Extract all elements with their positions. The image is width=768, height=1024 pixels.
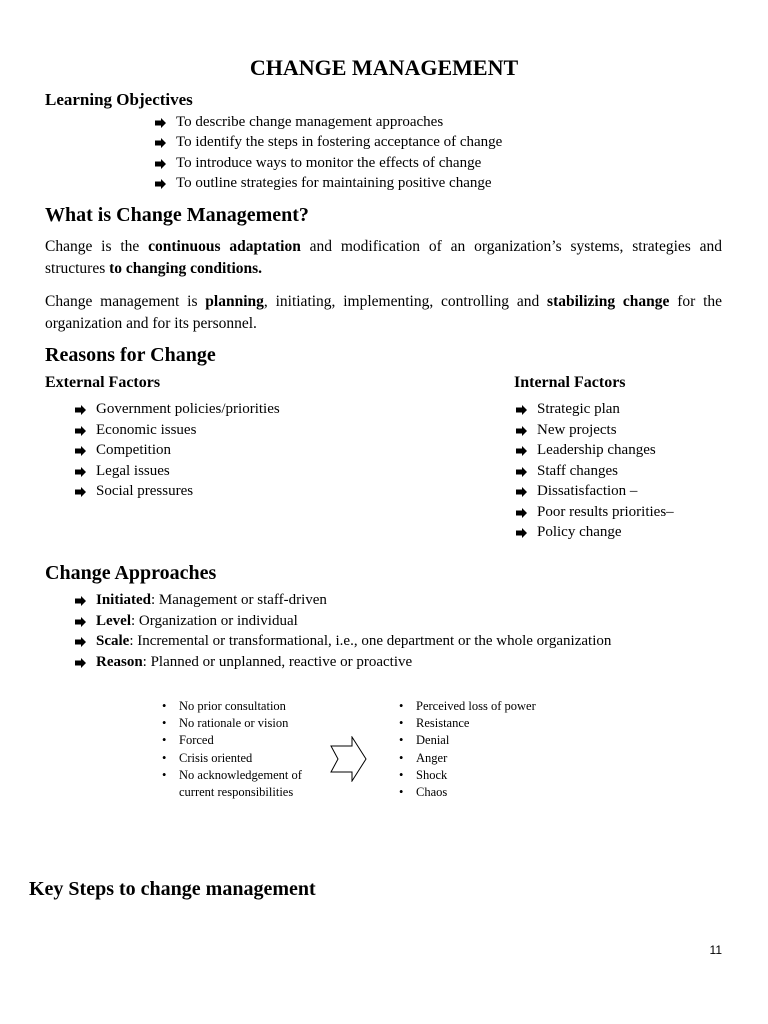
list-item: • Resistance bbox=[399, 715, 599, 732]
list-item: Social pressures bbox=[75, 481, 280, 502]
list-item: • Crisis oriented bbox=[162, 750, 322, 767]
list-item: Competition bbox=[75, 440, 280, 461]
arrow-bullet-icon bbox=[75, 487, 87, 497]
list-item: Leadership changes bbox=[516, 440, 674, 461]
learning-objectives-heading: Learning Objectives bbox=[45, 90, 193, 109]
arrow-bullet-icon bbox=[75, 467, 87, 477]
list-item: Legal issues bbox=[75, 461, 280, 482]
external-factors-list bbox=[75, 399, 280, 502]
arrow-bullet-icon bbox=[75, 446, 87, 456]
change-causes-list bbox=[162, 698, 322, 801]
change-management-paragraph: Change management is planning, initiating, implementing, controlling and stabilizing change for the organization and for its personnel. bbox=[45, 293, 723, 332]
list-item: • Chaos bbox=[399, 784, 599, 801]
list-item: Policy change bbox=[516, 522, 674, 543]
what-is-heading: What is Change Management? bbox=[45, 204, 309, 226]
arrow-bullet-icon bbox=[155, 159, 167, 169]
external-factors-heading: External Factors bbox=[45, 374, 161, 391]
key-steps-heading: Key Steps to change management bbox=[29, 878, 316, 900]
list-item: To describe change management approaches bbox=[155, 112, 502, 132]
right-arrow-icon bbox=[328, 736, 368, 782]
list-item: • Anger bbox=[399, 750, 599, 767]
arrow-bullet-icon bbox=[155, 179, 167, 189]
arrow-bullet-icon bbox=[75, 617, 87, 627]
arrow-bullet-icon bbox=[75, 405, 87, 415]
list-item: Strategic plan bbox=[516, 399, 674, 420]
list-item: Scale: Incremental or transformational, i.e., one department or the whole organization bbox=[75, 631, 611, 652]
list-item: Initiated: Management or staff-driven bbox=[75, 590, 611, 611]
arrow-bullet-icon bbox=[516, 508, 528, 518]
page-title: CHANGE MANAGEMENT bbox=[249, 55, 519, 80]
list-item: • Forced bbox=[162, 732, 322, 749]
list-item: • No prior consultation bbox=[162, 698, 322, 715]
list-item: Level: Organization or individual bbox=[75, 611, 611, 632]
change-reactions-list bbox=[399, 698, 599, 801]
list-item: Economic issues bbox=[75, 420, 280, 441]
page-number: 11 bbox=[709, 943, 722, 957]
internal-factors-heading: Internal Factors bbox=[514, 374, 626, 391]
list-item: To identify the steps in fostering acceptance of change bbox=[155, 132, 502, 152]
arrow-bullet-icon bbox=[75, 426, 87, 436]
arrow-bullet-icon bbox=[155, 118, 167, 128]
list-item: • No rationale or vision bbox=[162, 715, 322, 732]
list-item: Government policies/priorities bbox=[75, 399, 280, 420]
list-item: Dissatisfaction – bbox=[516, 481, 674, 502]
arrow-bullet-icon bbox=[516, 528, 528, 538]
arrow-bullet-icon bbox=[516, 405, 528, 415]
arrow-bullet-icon bbox=[75, 596, 87, 606]
list-item: To introduce ways to monitor the effects of change bbox=[155, 153, 502, 173]
list-item: Reason: Planned or unplanned, reactive or proactive bbox=[75, 652, 611, 673]
arrow-bullet-icon bbox=[516, 446, 528, 456]
list-item: • Denial bbox=[399, 732, 599, 749]
arrow-bullet-icon bbox=[75, 637, 87, 647]
change-approaches-heading: Change Approaches bbox=[45, 562, 217, 584]
change-approaches-list bbox=[75, 590, 611, 672]
list-item: Poor results priorities– bbox=[516, 502, 674, 523]
list-item: To outline strategies for maintaining positive change bbox=[155, 173, 502, 193]
arrow-bullet-icon bbox=[516, 487, 528, 497]
arrow-bullet-icon bbox=[75, 658, 87, 668]
reasons-heading: Reasons for Change bbox=[45, 344, 216, 366]
definition-paragraph: Change is the continuous adaptation and modification of an organization’s systems, strategies and structures to changing conditions. bbox=[45, 238, 722, 277]
arrow-bullet-icon bbox=[155, 138, 167, 148]
list-item: • Perceived loss of power bbox=[399, 698, 599, 715]
list-item: • Shock bbox=[399, 767, 599, 784]
list-item: • No acknowledgement of current responsibilities bbox=[162, 767, 322, 801]
learning-objectives-list bbox=[155, 112, 502, 193]
internal-factors-list bbox=[516, 399, 674, 543]
list-item: Staff changes bbox=[516, 461, 674, 482]
list-item: New projects bbox=[516, 420, 674, 441]
arrow-bullet-icon bbox=[516, 467, 528, 477]
arrow-bullet-icon bbox=[516, 426, 528, 436]
